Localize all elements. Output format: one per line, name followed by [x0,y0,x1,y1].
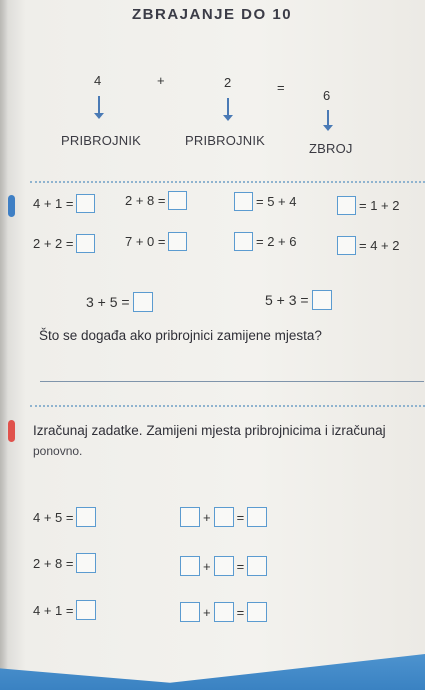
equals-sign: = [236,604,245,620]
label-addend-2: PRIBROJNIK [185,133,266,148]
equation-left: 2 + 8 = [125,193,166,208]
answer-box[interactable] [234,232,253,251]
equation-left: 4 + 1 = [33,602,74,618]
instruction-text-continued: ponovno. [33,444,83,458]
answer-box[interactable] [337,236,356,255]
plus-sign: + [157,73,165,88]
equals-sign: = [277,80,285,95]
equation-left: 2 + 2 = [33,236,74,251]
equation-right: = 5 + 4 [256,194,297,209]
answer-box[interactable] [168,232,187,251]
equals-sign: = [236,558,245,574]
answer-box[interactable] [76,507,96,527]
equation [265,290,332,310]
equation-right: = 2 + 6 [256,234,297,249]
addend-box[interactable] [214,507,234,527]
answer-box[interactable] [337,196,356,215]
answer-box[interactable] [234,192,253,211]
plus-sign: + [203,604,211,620]
equation [125,232,187,251]
equation [234,192,296,211]
plus-sign: + [203,509,211,525]
answer-box[interactable] [168,191,187,210]
addend-box[interactable] [180,556,200,576]
equation [33,234,95,253]
equation [33,194,95,213]
answer-box[interactable] [76,234,95,253]
equation-left: 2 + 8 = [33,555,74,571]
equation [33,600,96,620]
question-text: Što se događa ako pribrojnici zamijene mjesta? [39,328,322,343]
equation-right: = 4 + 2 [359,238,400,253]
addend-box[interactable] [214,556,234,576]
sum-box[interactable] [247,602,267,622]
arrow-down-icon [227,98,229,116]
equation [33,553,96,573]
answer-box[interactable] [312,290,332,310]
plus-sign: + [203,558,211,574]
swapped-equation [180,556,267,576]
equation [33,507,96,527]
equation [337,196,399,215]
swapped-equation [180,602,267,622]
arrow-down-icon [98,96,100,114]
equation-right: = 1 + 2 [359,198,400,213]
sum-box[interactable] [247,507,267,527]
arrow-down-icon [327,110,329,126]
answer-box[interactable] [133,292,153,312]
addend-box[interactable] [180,507,200,527]
answer-box[interactable] [76,600,96,620]
label-sum: ZBROJ [309,141,353,156]
equation [86,292,153,312]
equation-left: 7 + 0 = [125,234,166,249]
addend-1: 4 [94,73,102,88]
addend-box[interactable] [214,602,234,622]
page-gutter [0,0,8,690]
equation [125,191,187,210]
addend-box[interactable] [180,602,200,622]
page-title: ZBRAJANJE DO 10 [132,6,293,23]
label-addend-1: PRIBROJNIK [61,133,142,148]
answer-line[interactable] [40,381,424,382]
sum-value: 6 [323,88,331,103]
answer-box[interactable] [76,553,96,573]
section-marker-blue [8,195,15,217]
equation-left: 4 + 1 = [33,196,74,211]
instruction-text: Izračunaj zadatke. Zamijeni mjesta pribrojnicima i izračunaj [33,423,386,438]
section-divider [30,181,425,183]
equation-left: 5 + 3 = [265,292,309,308]
section-marker-red [8,420,15,442]
page-footer-band [0,654,425,690]
answer-box[interactable] [76,194,95,213]
equation [234,232,296,251]
sum-box[interactable] [247,556,267,576]
equals-sign: = [236,509,245,525]
addend-2: 2 [224,75,232,90]
swapped-equation [180,507,267,527]
section-divider [30,405,425,407]
equation-left: 3 + 5 = [86,294,130,310]
equation [337,236,399,255]
equation-left: 4 + 5 = [33,509,74,525]
